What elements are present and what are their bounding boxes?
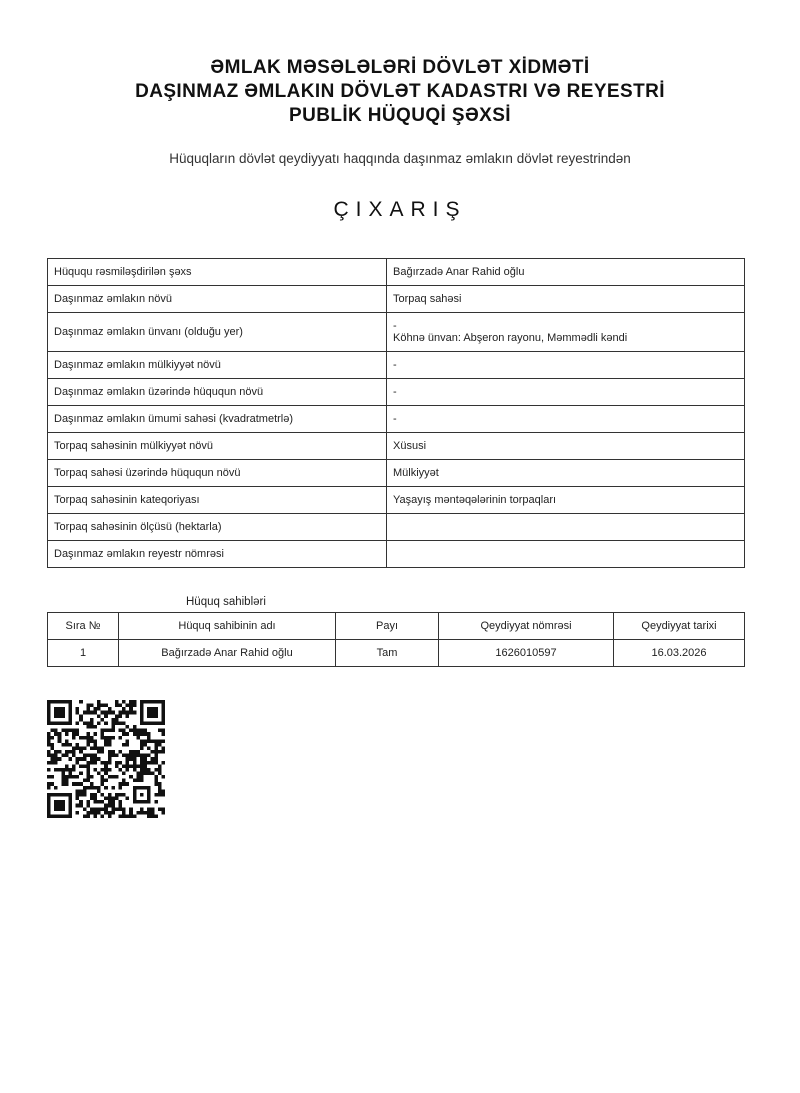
address-value: - <box>393 320 397 332</box>
info-row <box>48 379 745 406</box>
issuer-line-2: DAŞINMAZ ƏMLAKIN DÖVLƏT KADASTRI VƏ REYESTRİ <box>135 81 665 102</box>
cell-index: 1 <box>48 640 119 667</box>
owners-header-row <box>48 613 745 640</box>
property-info-table <box>47 258 745 568</box>
info-value: Yaşayış məntəqələrinin torpaqları <box>387 487 745 514</box>
cell-reg-date: 16.03.2026 <box>614 640 745 667</box>
info-value: Bağırzadə Anar Rahid oğlu <box>387 259 745 286</box>
info-row <box>48 286 745 313</box>
column-header-index: Sıra № <box>48 613 119 640</box>
info-label: Daşınmaz əmlakın növü <box>48 286 387 313</box>
issuer-line-1: ƏMLAK MƏSƏLƏLƏRİ DÖVLƏT XİDMƏTİ <box>210 57 590 78</box>
info-label: Torpaq sahəsi üzərində hüququn növü <box>48 460 387 487</box>
cell-share: Tam <box>336 640 439 667</box>
info-row <box>48 352 745 379</box>
table-row <box>48 640 745 667</box>
issuer-line-3: PUBLİK HÜQUQİ ŞƏXSİ <box>289 105 511 126</box>
info-label: Torpaq sahəsinin kateqoriyası <box>48 487 387 514</box>
info-label: Hüququ rəsmiləşdirilən şəxs <box>48 259 387 286</box>
column-header-owner-name: Hüquq sahibinin adı <box>119 613 336 640</box>
document-subtitle: Hüquqların dövlət qeydiyyatı haqqında daşınmaz əmlakın dövlət reyestrindən <box>169 151 631 166</box>
cell-reg-number: 1626010597 <box>439 640 614 667</box>
info-label: Daşınmaz əmlakın reyestr nömrəsi <box>48 541 387 568</box>
info-label: Daşınmaz əmlakın mülkiyyət növü <box>48 352 387 379</box>
info-label: Daşınmaz əmlakın üzərində hüququn növü <box>48 379 387 406</box>
issuer-header <box>0 56 800 128</box>
old-address-value: Köhnə ünvan: Abşeron rayonu, Məmmədli kəndi <box>393 332 628 344</box>
info-value: - <box>387 406 745 433</box>
info-value <box>387 541 745 568</box>
info-row <box>48 406 745 433</box>
column-header-share: Payı <box>336 613 439 640</box>
info-row <box>48 487 745 514</box>
info-value: Torpaq sahəsi <box>387 286 745 313</box>
qr-code-icon[interactable] <box>47 700 165 818</box>
info-row <box>48 259 745 286</box>
info-value-address <box>387 313 745 352</box>
info-value <box>387 514 745 541</box>
info-label: Daşınmaz əmlakın ümumi sahəsi (kvadratmetrlə) <box>48 406 387 433</box>
info-row <box>48 313 745 352</box>
document-title: ÇIXARIŞ <box>333 198 467 221</box>
column-header-reg-number: Qeydiyyat nömrəsi <box>439 613 614 640</box>
info-row <box>48 433 745 460</box>
info-value: Mülkiyyət <box>387 460 745 487</box>
info-label: Torpaq sahəsinin mülkiyyət növü <box>48 433 387 460</box>
cell-owner-name: Bağırzadə Anar Rahid oğlu <box>119 640 336 667</box>
info-label: Daşınmaz əmlakın ünvanı (olduğu yer) <box>48 313 387 352</box>
column-header-reg-date: Qeydiyyat tarixi <box>614 613 745 640</box>
owners-caption: Hüquq sahibləri <box>186 596 266 608</box>
info-value: - <box>387 352 745 379</box>
info-row <box>48 514 745 541</box>
owners-table <box>47 612 745 667</box>
info-value: Xüsusi <box>387 433 745 460</box>
info-label: Torpaq sahəsinin ölçüsü (hektarla) <box>48 514 387 541</box>
info-row <box>48 541 745 568</box>
info-value: - <box>387 379 745 406</box>
info-row <box>48 460 745 487</box>
